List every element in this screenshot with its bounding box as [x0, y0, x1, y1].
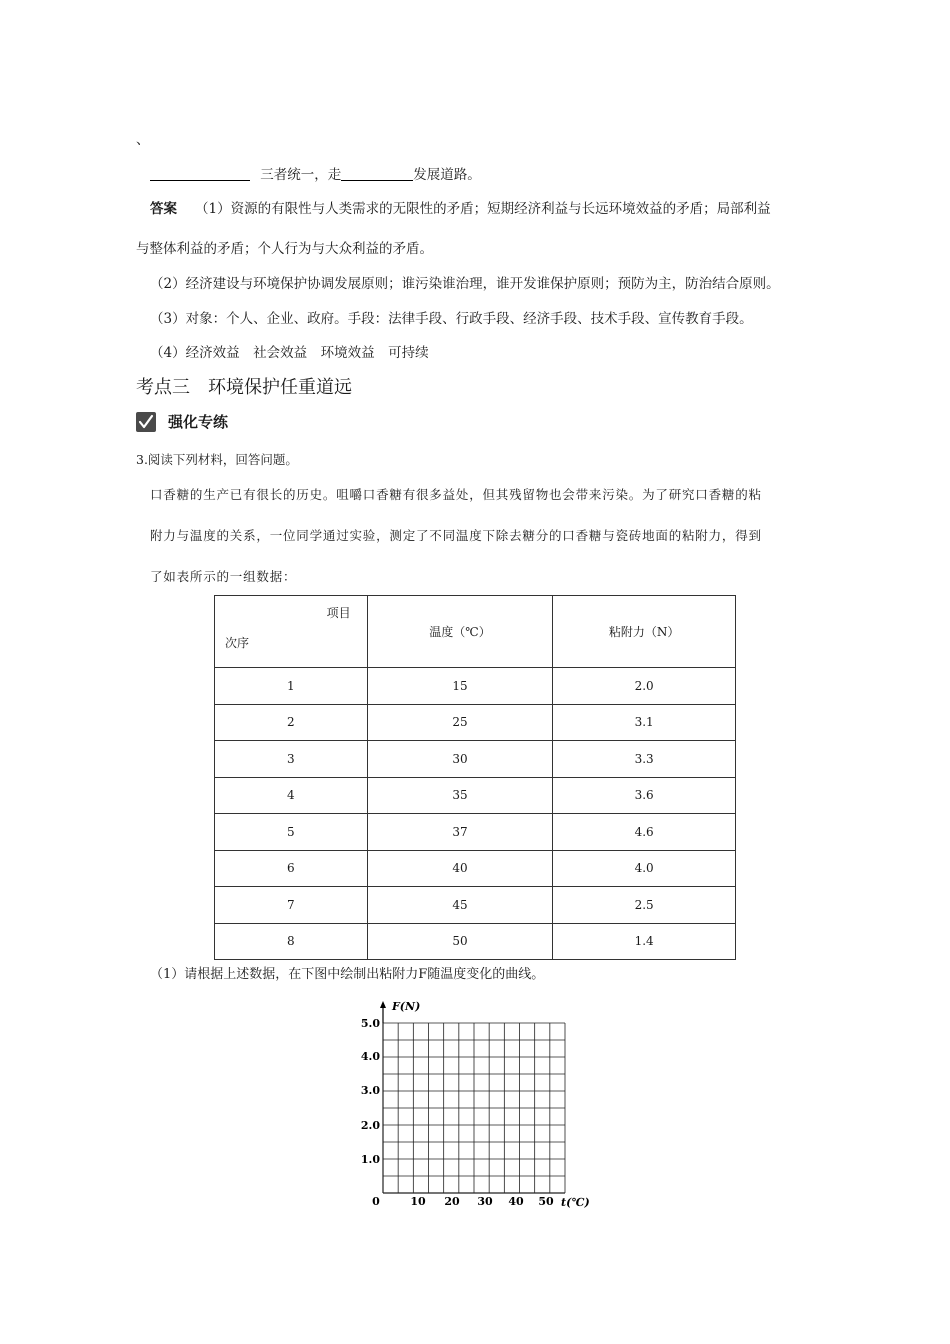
x-tick-30: 30 — [477, 1195, 493, 1208]
header-adhesion: 粘附力（N） — [553, 596, 736, 668]
row-order: 1 — [215, 668, 368, 705]
row-adhesion: 2.5 — [553, 887, 736, 924]
row-adhesion: 1.4 — [553, 923, 736, 960]
fill-blank-line — [150, 163, 481, 183]
table-row — [215, 923, 736, 960]
checkbox-checked-icon — [136, 412, 156, 432]
answer-label: 答案 — [150, 201, 177, 217]
table-header-row — [215, 596, 736, 668]
answer-p1-start: （1）资源的有限性与人类需求的无限性的矛盾；短期经济利益与长远环境效益的矛盾；局部利益 — [195, 201, 771, 217]
header-item: 项目 — [326, 606, 351, 620]
answer-paragraph-1 — [150, 197, 771, 217]
row-order: 8 — [215, 923, 368, 960]
table-row — [215, 777, 736, 814]
row-adhesion: 3.1 — [553, 704, 736, 741]
table-row — [215, 814, 736, 851]
material-line-3: 了如表所示的一组数据： — [150, 569, 297, 584]
section-title-row — [136, 411, 228, 432]
header-order: 次序 — [225, 636, 250, 650]
row-order: 2 — [215, 704, 368, 741]
row-temperature: 35 — [367, 777, 553, 814]
row-adhesion: 2.0 — [553, 668, 736, 705]
row-temperature: 30 — [367, 741, 553, 778]
row-adhesion: 4.0 — [553, 850, 736, 887]
answer-p3: （3）对象：个人、企业、政府。手段：法律手段、行政手段、经济手段、技术手段、宣传教育手段。 — [150, 311, 753, 327]
y-tick-1: 1.0 — [360, 1153, 380, 1166]
table-row — [215, 850, 736, 887]
x-tick-50: 50 — [538, 1195, 554, 1208]
header-temperature: 温度（℃） — [367, 596, 553, 668]
header-diagonal-cell — [215, 596, 368, 668]
section-heading: 考点三 环境保护任重道远 — [136, 377, 352, 398]
row-adhesion: 4.6 — [553, 814, 736, 851]
table-row — [215, 887, 736, 924]
row-temperature: 50 — [367, 923, 553, 960]
y-axis-label: F(N) — [392, 1000, 421, 1013]
y-tick-5: 5.0 — [360, 1017, 380, 1030]
material-line-1: 口香糖的生产已有很长的历史。咀嚼口香糖有很多益处，但其残留物也会带来污染。为了研究口香糖的粘 — [150, 487, 762, 502]
blank-grid-chart[interactable] — [340, 990, 610, 1220]
question-stem: 3.阅读下列材料，回答问题。 — [136, 452, 298, 467]
y-tick-3: 3.0 — [360, 1084, 380, 1097]
row-order: 6 — [215, 850, 368, 887]
origin-label: 0 — [372, 1195, 380, 1208]
top-mark: 、 — [136, 132, 150, 148]
row-temperature: 25 — [367, 704, 553, 741]
answer-p1-cont: 与整体利益的矛盾；个人行为与大众利益的矛盾。 — [136, 241, 433, 257]
row-order: 5 — [215, 814, 368, 851]
table-row — [215, 741, 736, 778]
grid-lines — [383, 1023, 565, 1193]
row-temperature: 15 — [367, 668, 553, 705]
y-tick-2: 2.0 — [360, 1119, 380, 1132]
answer-blank-1[interactable] — [150, 166, 250, 181]
row-temperature: 40 — [367, 850, 553, 887]
y-tick-4: 4.0 — [360, 1050, 380, 1063]
data-table — [214, 595, 736, 960]
sub-question: （1）请根据上述数据，在下图中绘制出粘附力F随温度变化的曲线。 — [150, 967, 545, 982]
row-adhesion: 3.3 — [553, 741, 736, 778]
x-tick-20: 20 — [444, 1195, 460, 1208]
section-title: 强化专练 — [168, 413, 229, 431]
row-order: 4 — [215, 777, 368, 814]
x-axis-label: t(℃) — [561, 1196, 590, 1209]
answer-p4: （4）经济效益 社会效益 环境效益 可持续 — [150, 345, 429, 361]
row-adhesion: 3.6 — [553, 777, 736, 814]
fill-line-middle: 三者统一，走 — [260, 167, 342, 183]
x-tick-10: 10 — [410, 1195, 426, 1208]
material-line-2: 附力与温度的关系，一位同学通过实验，测定了不同温度下除去糖分的口香糖与瓷砖地面的粘附力，得到 — [150, 528, 762, 543]
row-temperature: 45 — [367, 887, 553, 924]
row-temperature: 37 — [367, 814, 553, 851]
fill-line-end: 发展道路。 — [413, 167, 481, 183]
row-order: 3 — [215, 741, 368, 778]
answer-p2: （2）经济建设与环境保护协调发展原则；谁污染谁治理，谁开发谁保护原则；预防为主，防治结合原则。 — [150, 276, 780, 292]
table-row — [215, 668, 736, 705]
y-axis-arrow-icon — [380, 1001, 386, 1008]
x-tick-40: 40 — [508, 1195, 524, 1208]
table-row — [215, 704, 736, 741]
answer-blank-2[interactable] — [341, 166, 413, 181]
row-order: 7 — [215, 887, 368, 924]
